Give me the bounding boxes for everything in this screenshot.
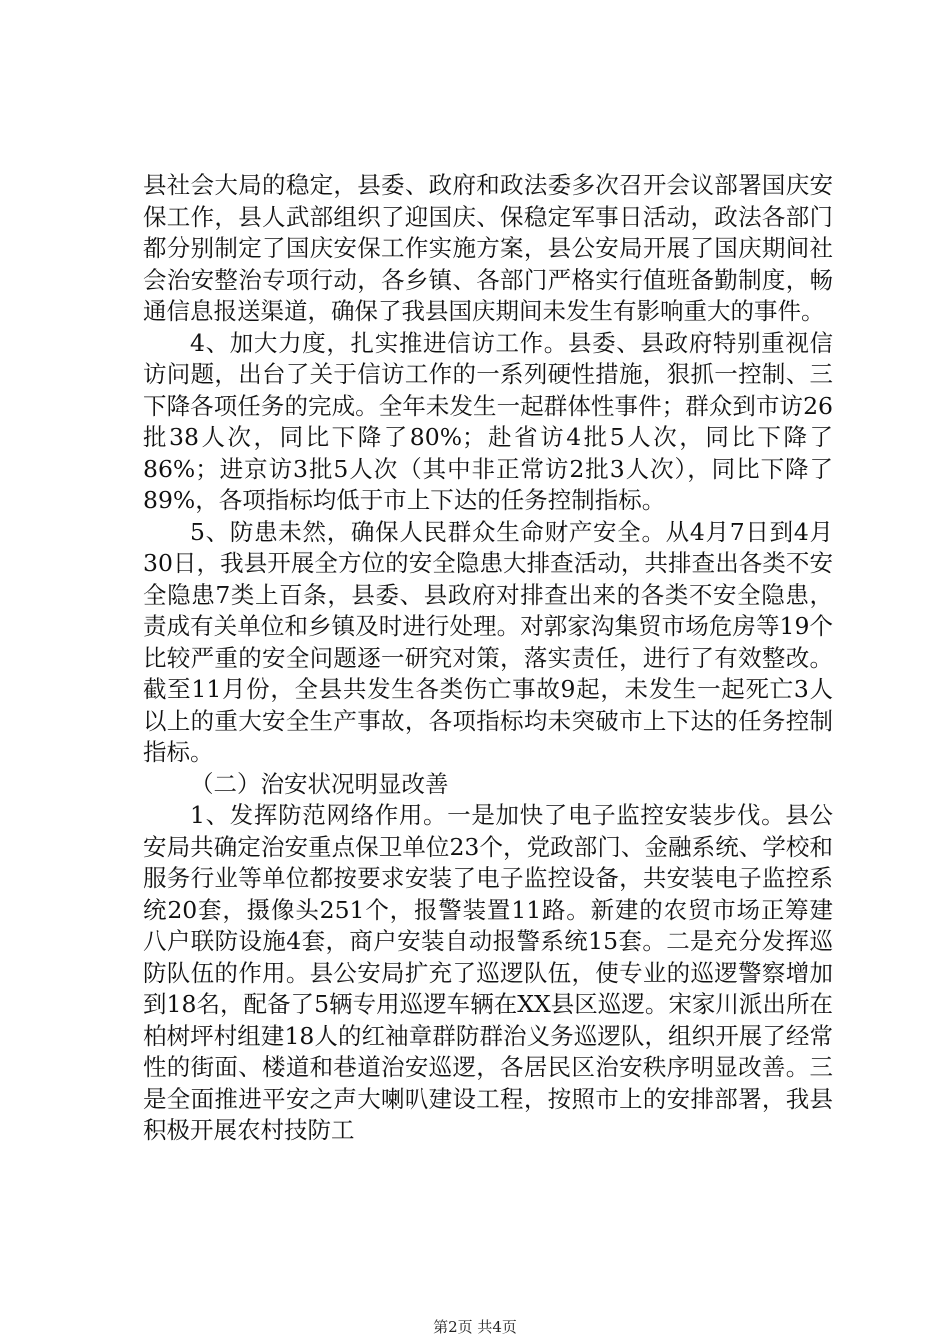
document-body	[143, 170, 833, 1147]
section-heading-public-security: （二）治安状况明显改善	[190, 769, 449, 798]
paragraph-continuation: 县社会大局的稳定，县委、政府和政法委多次召开会议部署国庆安保工作，县人武部组织了迎国庆、保稳定军事日活动，政法各部门都分别制定了国庆安保工作实施方案，县公安局开展了国庆期间社会治安整治专项行动，各乡镇、各部门严格实行值班备勤制度，畅通信息报送渠道，确保了我县国庆期间未发生有影响重大的事件。	[143, 171, 833, 325]
page-footer: 第2页 共4页	[433, 1318, 517, 1336]
paragraph-safety-hazards: 5、防患未然，确保人民群众生命财产安全。从4月7日到4月30日，我县开展全方位的安全隐患大排查活动，共排查出各类不安全隐患7类上百条，县委、县政府对排查出来的各类不安全隐患，责成有关单位和乡镇及时进行处理。对郭家沟集贸市场危房等19个比较严重的安全问题逐一研究对策，落实责任，进行了有效整改。截至11月份，全县共发生各类伤亡事故9起，未发生一起死亡3人以上的重大安全生产事故，各项指标均未突破市上下达的任务控制指标。	[143, 517, 833, 766]
paragraph-prevention-network: 1、发挥防范网络作用。一是加快了电子监控安装步伐。县公安局共确定治安重点保卫单位23个，党政部门、金融系统、学校和服务行业等单位都按要求安装了电子监控设备，共安装电子监控系统20套，摄像头251个，报警装置11路。新建的农贸市场正筹建八户联防设施4套，商户安装自动报警系统15套。二是充分发挥巡防队伍的作用。县公安局扩充了巡逻队伍，使专业的巡逻警察增加到18名，配备了5辆专用巡逻车辆在XX县区巡逻。宋家川派出所在柏树坪村组建18人的红袖章群防群治义务巡逻队，组织开展了经常性的街面、楼道和巷道治安巡逻，各居民区治安秩序明显改善。三是全面推进平安之声大喇叭建设工程，按照市上的安排部署，我县积极开展农村技防工	[143, 801, 833, 1144]
paragraph-petition-work: 4、加大力度，扎实推进信访工作。县委、县政府特别重视信访问题，出台了关于信访工作的一系列硬性措施，狠抓一控制、三下降各项任务的完成。全年未发生一起群体性事件；群众到市访26批38人次，同比下降了80%；赴省访4批5人次，同比下降了86%；进京访3批5人次（其中非正常访2批3人次），同比下降了89%，各项指标均低于市上下达的任务控制指标。	[143, 328, 833, 514]
